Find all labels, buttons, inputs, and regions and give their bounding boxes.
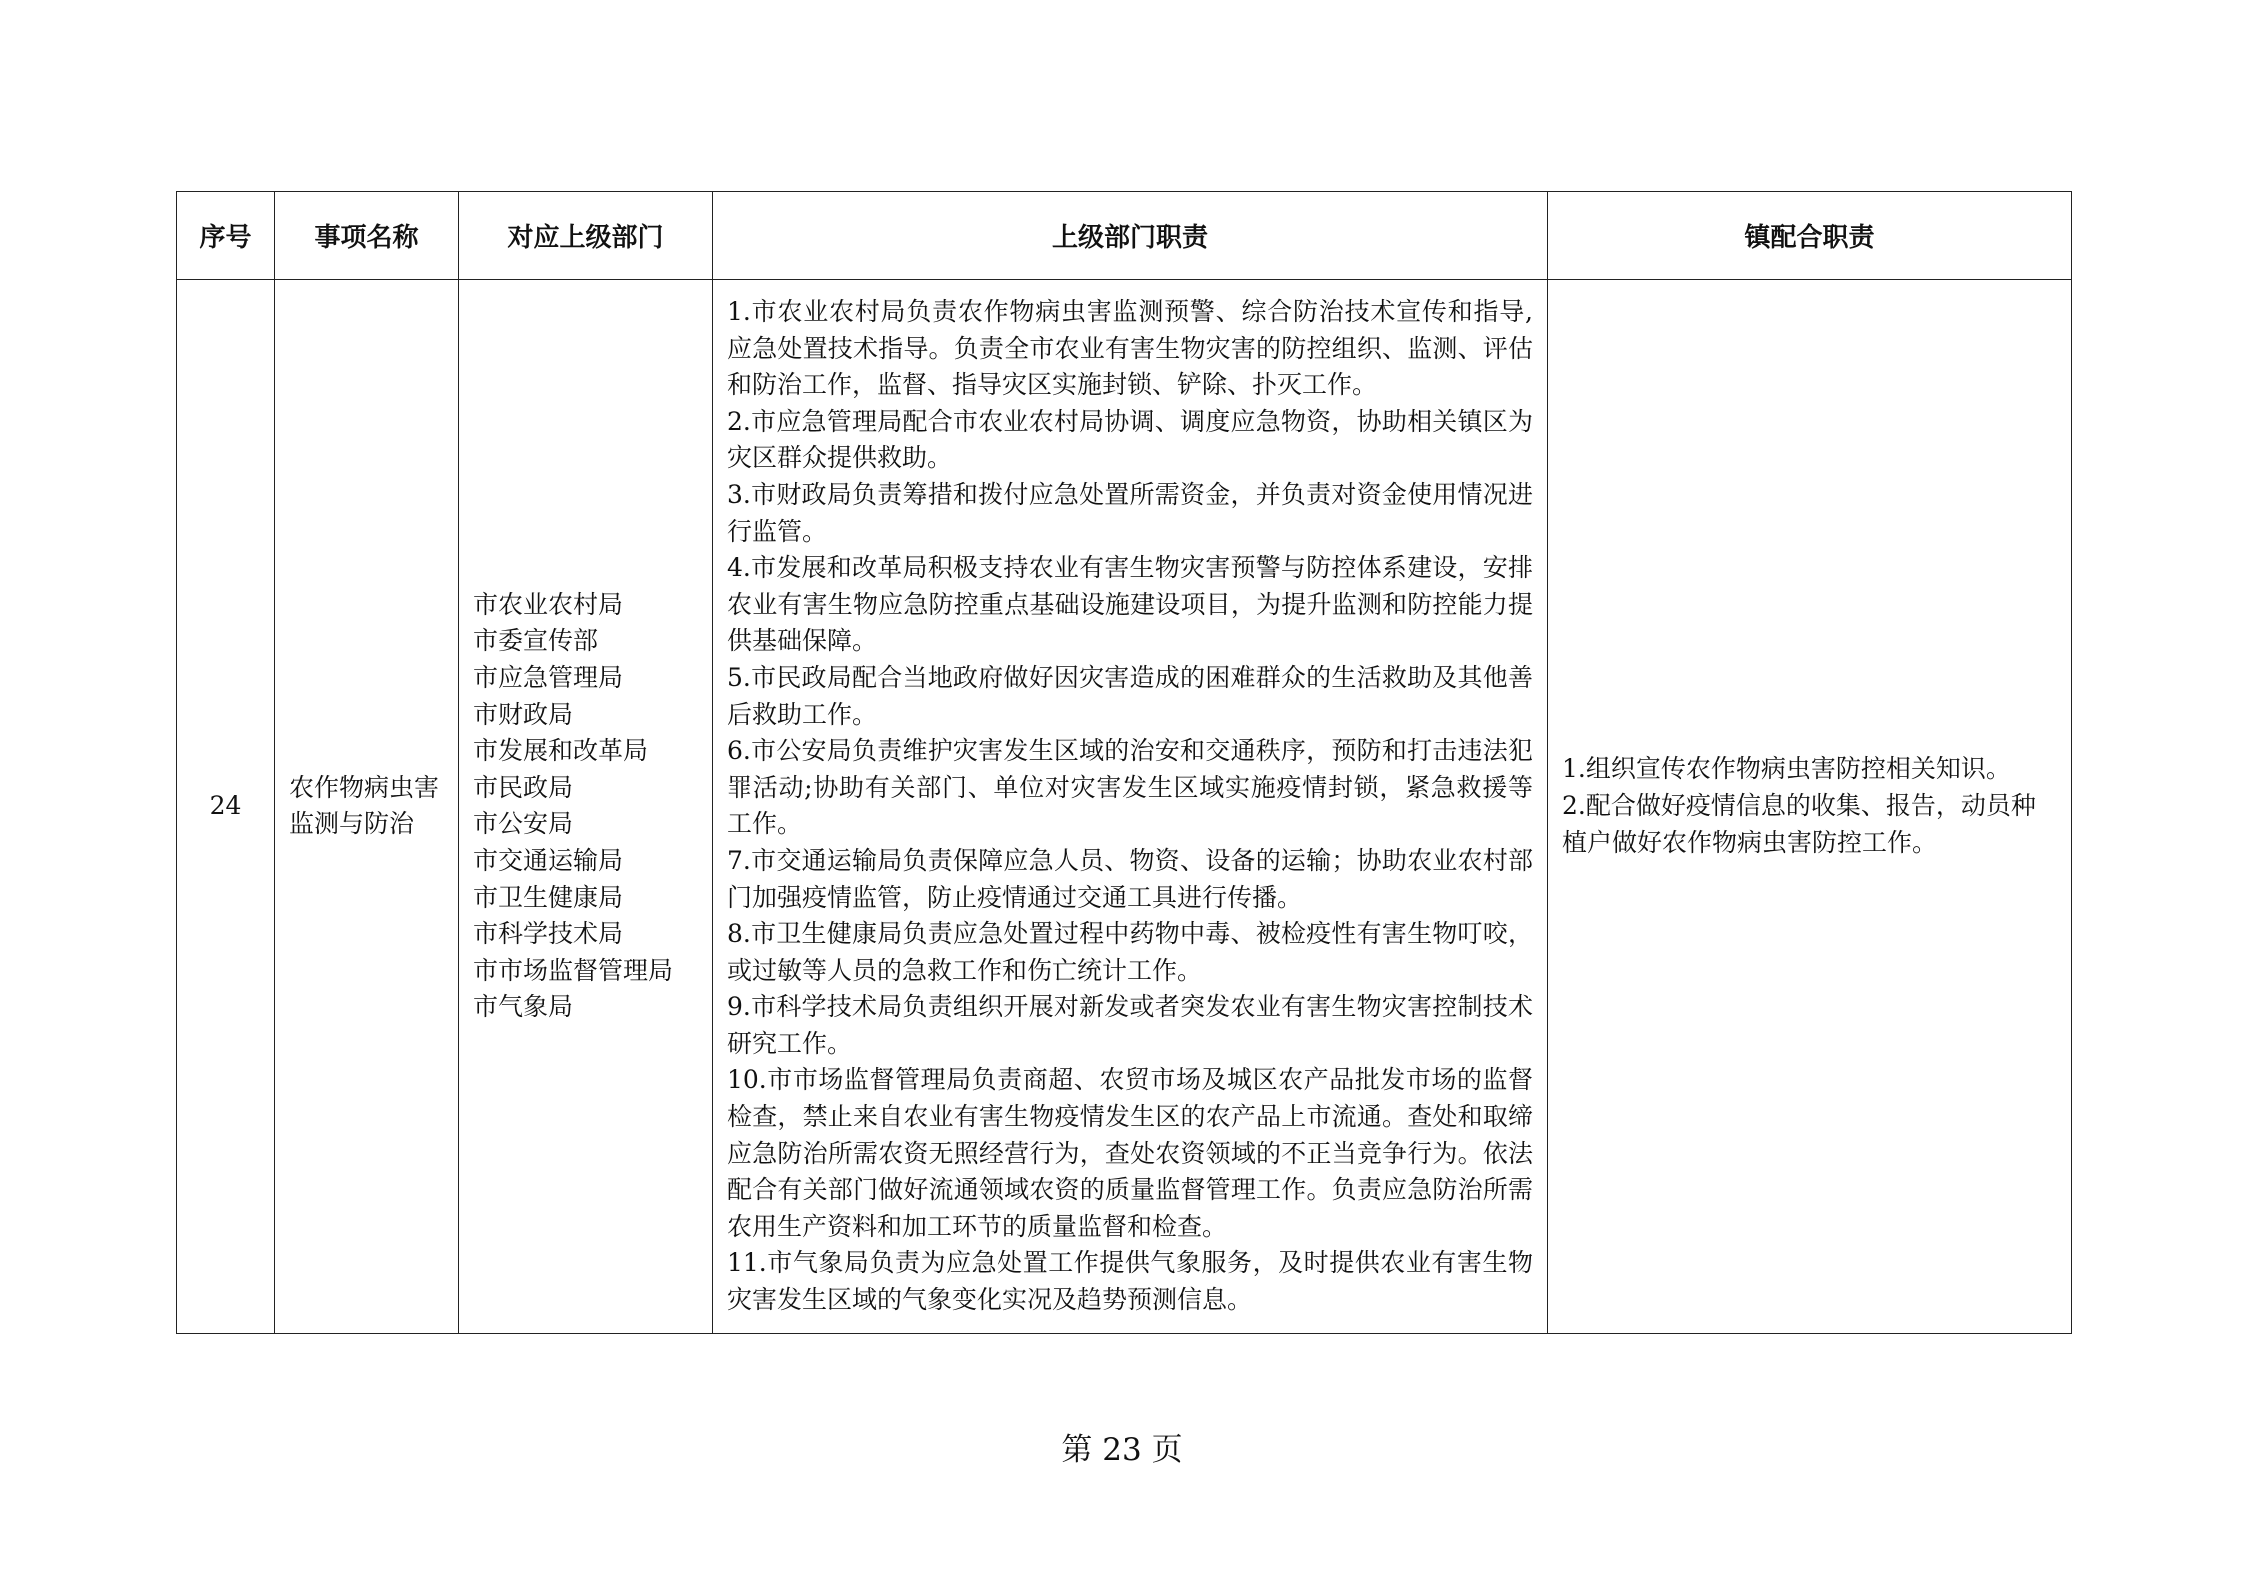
header-superior-department: 对应上级部门 — [459, 192, 713, 280]
cell-item-name: 农作物病虫害监测与防治 — [275, 280, 459, 1334]
superior-duty-item: 5.市民政局配合当地政府做好因灾害造成的困难群众的生活救助及其他善后救助工作。 — [727, 662, 1533, 729]
header-superior-duties: 上级部门职责 — [713, 192, 1548, 280]
superior-duty-item: 7.市交通运输局负责保障应急人员、物资、设备的运输；协助农业农村部门加强疫情监管，防止疫情通过交通工具进行传播。 — [727, 845, 1533, 912]
department-item: 市财政局 — [473, 699, 574, 729]
duty-table — [176, 191, 2072, 1334]
department-item: 市卫生健康局 — [473, 882, 624, 912]
department-item: 市科学技术局 — [473, 919, 624, 949]
department-item: 市发展和改革局 — [473, 736, 649, 766]
header-item-name: 事项名称 — [275, 192, 459, 280]
superior-duty-item: 6.市公安局负责维护灾害发生区域的治安和交通秩序，预防和打击违法犯罪活动;协助有关部门、单位对灾害发生区域实施疫情封锁，紧急救援等工作。 — [727, 736, 1533, 839]
superior-duty-item: 9.市科学技术局负责组织开展对新发或者突发农业有害生物灾害控制技术研究工作。 — [727, 992, 1533, 1058]
header-town-duties: 镇配合职责 — [1548, 192, 2072, 280]
department-item: 市农业农村局 — [473, 589, 624, 619]
superior-duty-item: 10.市市场监督管理局负责商超、农贸市场及城区农产品批发市场的监督检查，禁止来自农业有害生物疫情发生区的农产品上市流通。查处和取缔应急防治所需农资无照经营行为，查处农资领域的不正当竞争行为。依法配合有关部门做好流通领域农资的质量监督管理工作。负责应急防治所需农用生产资料和加工环节的质量监督和检查。 — [727, 1065, 1533, 1241]
page-number: 第 23 页 — [1061, 1432, 1183, 1468]
department-item: 市交通运输局 — [473, 845, 624, 875]
superior-duty-item: 3.市财政局负责筹措和拨付应急处置所需资金，并负责对资金使用情况进行监管。 — [727, 479, 1533, 546]
town-duty-item: 1.组织宣传农作物病虫害防控相关知识。 — [1562, 754, 2011, 784]
superior-duty-item: 11.市气象局负责为应急处置工作提供气象服务，及时提供农业有害生物灾害发生区域的气象变化实况及趋势预测信息。 — [727, 1248, 1533, 1315]
department-item: 市公安局 — [473, 809, 574, 839]
superior-duty-item: 8.市卫生健康局负责应急处置过程中药物中毒、被检疫性有害生物叮咬，或过敏等人员的急救工作和伤亡统计工作。 — [727, 919, 1533, 985]
header-serial-number: 序号 — [177, 192, 275, 280]
superior-duty-item: 1.市农业农村局负责农作物病虫害监测预警、综合防治技术宣传和指导,应急处置技术指导。负责全市农业有害生物灾害的防控组织、监测、评估和防治工作，监督、指导灾区实施封锁、铲除、扑灭工作。 — [727, 297, 1533, 400]
cell-serial-number: 24 — [177, 280, 275, 1334]
table-row — [177, 280, 2072, 1334]
superior-duty-item: 2.市应急管理局配合市农业农村局协调、调度应急物资，协助相关镇区为灾区群众提供救助。 — [727, 406, 1533, 473]
department-item: 市市场监督管理局 — [473, 955, 674, 985]
cell-superior-duties — [713, 280, 1548, 1334]
department-item: 市应急管理局 — [473, 662, 624, 692]
cell-town-duties — [1548, 280, 2072, 1334]
town-duty-item: 2.配合做好疫情信息的收集、报告，动员种植户做好农作物病虫害防控工作。 — [1562, 791, 2036, 857]
superior-duty-item: 4.市发展和改革局积极支持农业有害生物灾害预警与防控体系建设，安排农业有害生物应急防控重点基础设施建设项目，为提升监测和防控能力提供基础保障。 — [727, 553, 1533, 656]
department-item: 市气象局 — [473, 992, 574, 1022]
department-item: 市民政局 — [473, 772, 574, 802]
cell-departments — [459, 280, 713, 1334]
department-item: 市委宣传部 — [473, 626, 599, 656]
table-header-row — [177, 192, 2072, 280]
